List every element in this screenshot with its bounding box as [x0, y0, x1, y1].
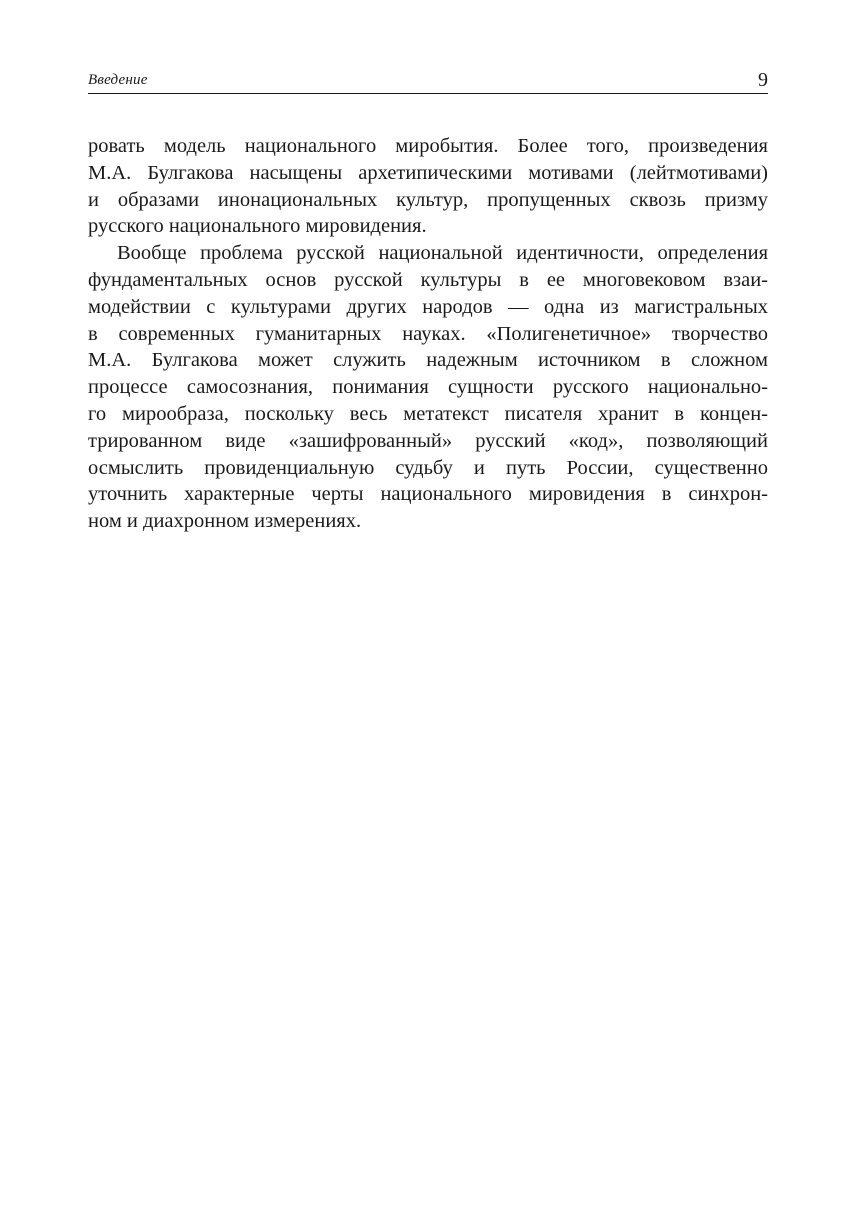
body-text: [88, 133, 768, 535]
paragraph-1: [88, 133, 768, 240]
text-line: в современных гуманитарных науках. «Полигенетичное» творчество: [88, 322, 768, 345]
text-line: Вообще проблема русской национальной идентичности, определения: [117, 242, 768, 265]
text-line: и образами инонациональных культур, пропущенных сквозь призму: [88, 188, 768, 211]
text-line: М.А. Булгакова может служить надежным источником в сложном: [88, 349, 768, 372]
text-line: осмыслить провиденциальную судьбу и путь России, существенно: [88, 456, 768, 479]
page-number: 9: [758, 69, 768, 91]
text-line: ровать модель национального миробытия. Более того, произведения: [88, 135, 768, 157]
text-line: М.А. Булгакова насыщены архетипическими мотивами (лейтмотивами): [88, 161, 768, 184]
text-line: процессе самосознания, понимания сущности русского национально-: [88, 376, 768, 399]
text-line: го мирообраза, поскольку весь метатекст писателя хранит в концен-: [88, 402, 768, 425]
book-page: [88, 62, 768, 535]
section-title: Введение: [88, 72, 148, 88]
paragraph-2: [88, 240, 768, 535]
text-line: фундаментальных основ русской культуры в ее многовековом взаи-: [88, 268, 768, 291]
running-header: [88, 62, 768, 94]
text-line: модействии с культурами других народов — одна из магистральных: [88, 295, 768, 318]
text-line: русского национального мировидения.: [88, 215, 427, 238]
text-line: ном и диахронном измерениях.: [88, 510, 362, 533]
text-line: трированном виде «зашифрованный» русский «код», позволяющий: [88, 429, 768, 452]
text-line: уточнить характерные черты национального мировидения в синхрон-: [88, 483, 768, 506]
